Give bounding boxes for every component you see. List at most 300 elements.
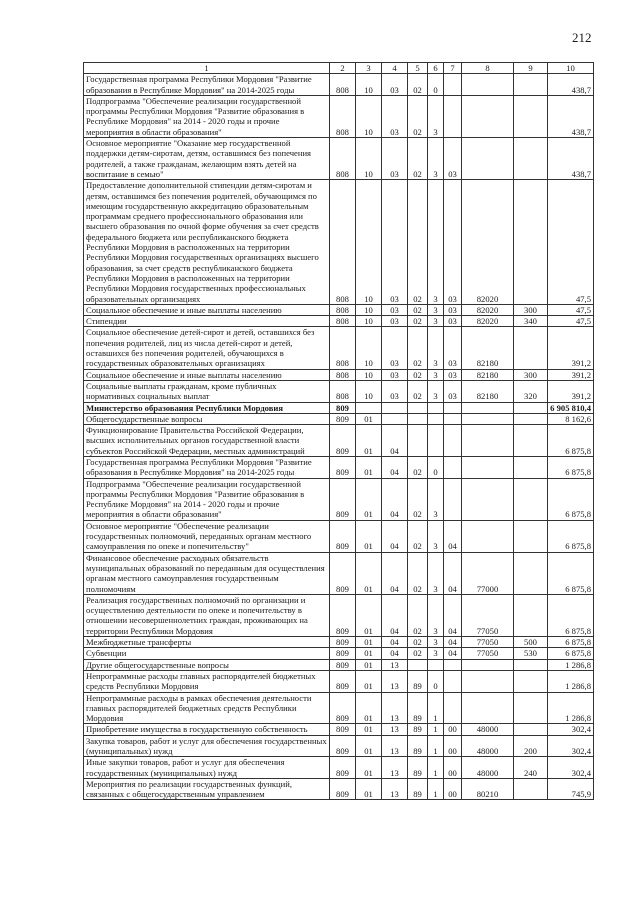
row-cell-c2: 809 — [330, 552, 356, 594]
row-cell-c9: 500 — [514, 637, 548, 648]
table-row — [84, 380, 594, 402]
table-row — [84, 456, 594, 478]
row-cell-c2: 809 — [330, 692, 356, 724]
row-cell-c8: 77050 — [462, 594, 514, 636]
row-cell-c9: 240 — [514, 757, 548, 779]
row-cell-c4: 03 — [382, 327, 408, 369]
row-cell-c7: 04 — [444, 552, 462, 594]
row-cell-c8: 82020 — [462, 304, 514, 315]
table-row — [84, 552, 594, 594]
row-cell-c3: 01 — [356, 456, 382, 478]
row-cell-c4: 04 — [382, 478, 408, 520]
row-cell-c8: 82180 — [462, 327, 514, 369]
row-cell-c8: 77000 — [462, 552, 514, 594]
row-cell-c2: 809 — [330, 425, 356, 457]
row-cell-c4: 13 — [382, 724, 408, 735]
row-cell-c2: 808 — [330, 380, 356, 402]
row-cell-c10: 391,2 — [548, 369, 594, 380]
row-cell-c10: 47,5 — [548, 304, 594, 315]
row-cell-c3: 10 — [356, 180, 382, 305]
header-cell: 3 — [356, 63, 382, 74]
row-cell-c3: 10 — [356, 74, 382, 96]
row-cell-c7: 03 — [444, 138, 462, 180]
row-cell-c3: 01 — [356, 425, 382, 457]
row-cell-c6: 0 — [428, 456, 444, 478]
row-cell-c7: 00 — [444, 724, 462, 735]
row-cell-c2: 809 — [330, 757, 356, 779]
row-cell-c8 — [462, 95, 514, 137]
row-cell-c3: 01 — [356, 648, 382, 659]
table-row — [84, 369, 594, 380]
row-cell-c4: 03 — [382, 95, 408, 137]
row-cell-c2: 808 — [330, 95, 356, 137]
table-row — [84, 594, 594, 636]
row-cell-c10: 6 875,8 — [548, 637, 594, 648]
row-cell-c9: 200 — [514, 735, 548, 757]
row-cell-c9 — [514, 402, 548, 413]
header-cell: 2 — [330, 63, 356, 74]
row-cell-c2: 808 — [330, 327, 356, 369]
row-cell-c3: 10 — [356, 316, 382, 327]
row-cell-c7: 04 — [444, 520, 462, 552]
row-cell-c4: 03 — [382, 180, 408, 305]
row-cell-c2: 808 — [330, 369, 356, 380]
row-name: Основное мероприятие "Оказание мер государственной поддержки детям-сиротам, детям, оставшимся без попечения родителей, а также гражданам, желающим взять детей на воспитание в семью" — [84, 138, 330, 180]
row-name: Приобретение имущества в государственную собственность — [84, 724, 330, 735]
row-cell-c9 — [514, 95, 548, 137]
row-name: Социальные выплаты гражданам, кроме публичных нормативных социальных выплат — [84, 380, 330, 402]
row-cell-c7: 03 — [444, 380, 462, 402]
row-cell-c6: 3 — [428, 327, 444, 369]
row-cell-c9 — [514, 138, 548, 180]
row-cell-c4: 13 — [382, 659, 408, 670]
row-cell-c7 — [444, 670, 462, 692]
row-cell-c3: 01 — [356, 724, 382, 735]
row-cell-c8 — [462, 74, 514, 96]
row-cell-c4: 04 — [382, 594, 408, 636]
row-cell-c9: 300 — [514, 369, 548, 380]
budget-table — [83, 62, 594, 800]
row-name: Министерство образования Республики Мордовия — [84, 402, 330, 413]
row-cell-c10: 745,9 — [548, 778, 594, 800]
row-cell-c2: 809 — [330, 659, 356, 670]
row-cell-c5 — [408, 659, 428, 670]
row-cell-c5: 02 — [408, 327, 428, 369]
row-cell-c9 — [514, 659, 548, 670]
row-cell-c10: 6 875,8 — [548, 425, 594, 457]
row-cell-c6: 3 — [428, 648, 444, 659]
row-cell-c3: 01 — [356, 757, 382, 779]
table-row — [84, 757, 594, 779]
row-cell-c6: 3 — [428, 478, 444, 520]
row-cell-c3: 01 — [356, 594, 382, 636]
row-cell-c4: 03 — [382, 380, 408, 402]
row-cell-c10: 1 286,8 — [548, 670, 594, 692]
row-cell-c7: 03 — [444, 304, 462, 315]
row-cell-c9 — [514, 478, 548, 520]
row-cell-c6: 3 — [428, 369, 444, 380]
row-cell-c9 — [514, 670, 548, 692]
row-cell-c2: 809 — [330, 724, 356, 735]
row-cell-c9 — [514, 692, 548, 724]
row-cell-c4 — [382, 413, 408, 424]
row-cell-c4: 04 — [382, 425, 408, 457]
row-name: Стипендии — [84, 316, 330, 327]
row-cell-c2: 809 — [330, 778, 356, 800]
row-cell-c7 — [444, 402, 462, 413]
table-row — [84, 95, 594, 137]
row-name: Финансовое обеспечение расходных обязательств муниципальных образований по переданным для осуществления органам местного самоуправления государственным полномочиям — [84, 552, 330, 594]
row-cell-c9: 320 — [514, 380, 548, 402]
row-cell-c6: 1 — [428, 724, 444, 735]
header-cell: 10 — [548, 63, 594, 74]
row-cell-c4: 04 — [382, 648, 408, 659]
row-cell-c8 — [462, 478, 514, 520]
row-cell-c6: 0 — [428, 670, 444, 692]
row-cell-c3: 10 — [356, 138, 382, 180]
row-cell-c4: 04 — [382, 552, 408, 594]
row-cell-c9 — [514, 180, 548, 305]
row-cell-c6 — [428, 413, 444, 424]
row-cell-c10: 302,4 — [548, 724, 594, 735]
row-cell-c4: 04 — [382, 520, 408, 552]
row-name: Мероприятия по реализации государственных функций, связанных с общегосударственным управлением — [84, 778, 330, 800]
row-cell-c6 — [428, 425, 444, 457]
row-name: Непрограммные расходы в рамках обеспечения деятельности главных распорядителей бюджетных средств Республики Мордовия — [84, 692, 330, 724]
row-cell-c6: 3 — [428, 552, 444, 594]
row-cell-c4: 03 — [382, 74, 408, 96]
row-name: Социальное обеспечение и иные выплаты населению — [84, 304, 330, 315]
row-cell-c5: 02 — [408, 478, 428, 520]
row-cell-c8 — [462, 425, 514, 457]
row-cell-c8 — [462, 456, 514, 478]
row-cell-c8: 82180 — [462, 380, 514, 402]
row-cell-c4: 03 — [382, 369, 408, 380]
row-name: Социальное обеспечение и иные выплаты населению — [84, 369, 330, 380]
table-row — [84, 413, 594, 424]
row-cell-c6: 1 — [428, 735, 444, 757]
row-cell-c9: 530 — [514, 648, 548, 659]
row-cell-c5 — [408, 425, 428, 457]
row-cell-c6: 3 — [428, 95, 444, 137]
row-cell-c6: 3 — [428, 594, 444, 636]
row-cell-c7 — [444, 413, 462, 424]
row-cell-c7: 00 — [444, 778, 462, 800]
row-cell-c6: 3 — [428, 637, 444, 648]
row-cell-c6: 1 — [428, 757, 444, 779]
row-cell-c8 — [462, 413, 514, 424]
row-cell-c10: 47,5 — [548, 316, 594, 327]
row-cell-c5: 02 — [408, 594, 428, 636]
row-cell-c5: 02 — [408, 520, 428, 552]
row-cell-c7 — [444, 74, 462, 96]
row-cell-c3: 10 — [356, 327, 382, 369]
row-cell-c5: 02 — [408, 95, 428, 137]
row-cell-c9 — [514, 327, 548, 369]
table-row — [84, 520, 594, 552]
row-cell-c6: 1 — [428, 778, 444, 800]
row-cell-c5: 02 — [408, 456, 428, 478]
row-cell-c3: 01 — [356, 413, 382, 424]
table-row — [84, 304, 594, 315]
row-cell-c7 — [444, 95, 462, 137]
row-cell-c8: 77050 — [462, 648, 514, 659]
row-cell-c3: 01 — [356, 637, 382, 648]
row-cell-c2: 809 — [330, 637, 356, 648]
table-row — [84, 316, 594, 327]
row-cell-c2: 809 — [330, 478, 356, 520]
row-cell-c5: 89 — [408, 724, 428, 735]
row-cell-c8: 82020 — [462, 180, 514, 305]
row-name: Предоставление дополнительной стипендии детям-сиротам и детям, оставшимся без попечения родителей, обучающимся по имеющим государственную аккредитацию образовательным программам среднего профессионального образования или высшего образования по очной форме обучения за счет средств федерального бюджета или республиканского бюджета Республики Мордовия в расположенных на территории Республики Мордовия государственных организациях высшего образования, за счет средств республиканского бюджета Республики Мордовия в расположенных на территории Республики Мордовия государственных профессиональных образовательных организациях — [84, 180, 330, 305]
row-name: Социальное обеспечение детей-сирот и детей, оставшихся без попечения родителей, лиц из числа детей-сирот и детей, оставшихся без попечения родителей, обучающихся в государственных образовательных организациях — [84, 327, 330, 369]
row-cell-c8: 82180 — [462, 369, 514, 380]
row-cell-c2: 809 — [330, 402, 356, 413]
row-cell-c3: 01 — [356, 520, 382, 552]
row-cell-c4: 13 — [382, 735, 408, 757]
row-cell-c5: 02 — [408, 74, 428, 96]
row-cell-c2: 809 — [330, 670, 356, 692]
row-cell-c5: 02 — [408, 637, 428, 648]
row-cell-c8 — [462, 670, 514, 692]
row-cell-c5: 02 — [408, 380, 428, 402]
row-name: Иные закупки товаров, работ и услуг для обеспечения государственных (муниципальных) нужд — [84, 757, 330, 779]
header-cell: 6 — [428, 63, 444, 74]
row-cell-c7 — [444, 659, 462, 670]
row-cell-c4: 13 — [382, 692, 408, 724]
row-cell-c2: 809 — [330, 456, 356, 478]
row-cell-c10: 8 162,6 — [548, 413, 594, 424]
row-cell-c8: 48000 — [462, 724, 514, 735]
row-cell-c9 — [514, 520, 548, 552]
row-cell-c3: 01 — [356, 670, 382, 692]
row-cell-c4: 03 — [382, 304, 408, 315]
row-cell-c7 — [444, 425, 462, 457]
row-cell-c9 — [514, 594, 548, 636]
table-row — [84, 778, 594, 800]
row-cell-c5: 02 — [408, 304, 428, 315]
row-cell-c8: 80210 — [462, 778, 514, 800]
row-cell-c2: 809 — [330, 735, 356, 757]
row-cell-c8 — [462, 692, 514, 724]
table-row — [84, 637, 594, 648]
row-cell-c7: 03 — [444, 327, 462, 369]
header-cell: 7 — [444, 63, 462, 74]
row-cell-c7 — [444, 692, 462, 724]
row-cell-c4: 03 — [382, 316, 408, 327]
row-cell-c9: 300 — [514, 304, 548, 315]
row-cell-c10: 438,7 — [548, 138, 594, 180]
row-cell-c2: 809 — [330, 413, 356, 424]
row-cell-c10: 391,2 — [548, 380, 594, 402]
row-cell-c6: 3 — [428, 316, 444, 327]
row-cell-c2: 808 — [330, 74, 356, 96]
row-cell-c6: 3 — [428, 304, 444, 315]
row-name: Основное мероприятие "Обеспечение реализации государственных полномочий, переданных органам местного самоуправления по опеке и попечительству" — [84, 520, 330, 552]
row-cell-c2: 808 — [330, 180, 356, 305]
row-cell-c3: 10 — [356, 95, 382, 137]
row-cell-c5: 02 — [408, 648, 428, 659]
row-cell-c2: 808 — [330, 304, 356, 315]
header-cell: 8 — [462, 63, 514, 74]
row-cell-c6: 3 — [428, 520, 444, 552]
row-name: Непрограммные расходы главных распорядителей бюджетных средств Республики Мордовия — [84, 670, 330, 692]
row-cell-c8 — [462, 402, 514, 413]
row-cell-c10: 302,4 — [548, 735, 594, 757]
row-cell-c4 — [382, 402, 408, 413]
row-cell-c5: 02 — [408, 316, 428, 327]
row-cell-c4: 13 — [382, 757, 408, 779]
row-cell-c5: 89 — [408, 757, 428, 779]
row-cell-c5: 02 — [408, 138, 428, 180]
row-cell-c3: 10 — [356, 304, 382, 315]
row-cell-c10: 6 875,8 — [548, 594, 594, 636]
row-cell-c4: 03 — [382, 138, 408, 180]
row-cell-c6: 0 — [428, 74, 444, 96]
row-name: Общегосударственные вопросы — [84, 413, 330, 424]
row-cell-c10: 6 875,8 — [548, 456, 594, 478]
row-cell-c3: 10 — [356, 380, 382, 402]
row-cell-c3: 01 — [356, 735, 382, 757]
header-cell: 9 — [514, 63, 548, 74]
row-cell-c8 — [462, 520, 514, 552]
row-cell-c2: 808 — [330, 138, 356, 180]
row-cell-c5 — [408, 413, 428, 424]
row-cell-c5: 89 — [408, 670, 428, 692]
header-cell: 1 — [84, 63, 330, 74]
row-cell-c7: 03 — [444, 369, 462, 380]
row-cell-c7: 03 — [444, 180, 462, 305]
row-cell-c5: 89 — [408, 778, 428, 800]
table-row — [84, 138, 594, 180]
row-cell-c9 — [514, 456, 548, 478]
table-row — [84, 402, 594, 413]
row-name: Государственная программа Республики Мордовия "Развитие образования в Республике Мордовия" на 2014-2025 годы — [84, 74, 330, 96]
table-body — [84, 74, 594, 800]
row-cell-c7 — [444, 478, 462, 520]
row-cell-c9 — [514, 552, 548, 594]
row-cell-c9 — [514, 724, 548, 735]
row-cell-c10: 6 875,8 — [548, 648, 594, 659]
table-row — [84, 648, 594, 659]
row-name: Другие общегосударственные вопросы — [84, 659, 330, 670]
row-cell-c8: 77050 — [462, 637, 514, 648]
row-cell-c6 — [428, 402, 444, 413]
row-cell-c8: 82020 — [462, 316, 514, 327]
table-row — [84, 659, 594, 670]
row-cell-c3: 01 — [356, 778, 382, 800]
row-cell-c9 — [514, 74, 548, 96]
header-cell: 4 — [382, 63, 408, 74]
header-row — [84, 63, 594, 74]
row-cell-c9 — [514, 413, 548, 424]
table-row — [84, 478, 594, 520]
row-cell-c2: 809 — [330, 594, 356, 636]
header-cell: 5 — [408, 63, 428, 74]
row-cell-c4: 04 — [382, 456, 408, 478]
row-cell-c7: 03 — [444, 316, 462, 327]
table-row — [84, 327, 594, 369]
row-cell-c9: 340 — [514, 316, 548, 327]
row-cell-c5: 89 — [408, 692, 428, 724]
row-cell-c6 — [428, 659, 444, 670]
row-cell-c7: 04 — [444, 648, 462, 659]
row-cell-c3: 01 — [356, 478, 382, 520]
row-cell-c6: 3 — [428, 380, 444, 402]
row-cell-c5: 02 — [408, 552, 428, 594]
row-cell-c4: 13 — [382, 778, 408, 800]
row-cell-c8 — [462, 659, 514, 670]
row-cell-c6: 3 — [428, 180, 444, 305]
table-row — [84, 670, 594, 692]
row-cell-c10: 6 905 810,4 — [548, 402, 594, 413]
table-row — [84, 692, 594, 724]
row-cell-c10: 1 286,8 — [548, 692, 594, 724]
row-cell-c10: 391,2 — [548, 327, 594, 369]
row-cell-c8 — [462, 138, 514, 180]
row-cell-c3 — [356, 402, 382, 413]
row-cell-c3: 10 — [356, 369, 382, 380]
table-row — [84, 724, 594, 735]
row-name: Функционирование Правительства Российской Федерации, высших исполнительных органов государственной власти субъектов Российской Федерации, местных администраций — [84, 425, 330, 457]
row-cell-c10: 6 875,8 — [548, 520, 594, 552]
row-cell-c4: 04 — [382, 637, 408, 648]
row-cell-c8: 48000 — [462, 735, 514, 757]
row-cell-c10: 1 286,8 — [548, 659, 594, 670]
row-cell-c7 — [444, 456, 462, 478]
table-row — [84, 735, 594, 757]
row-cell-c6: 1 — [428, 692, 444, 724]
row-cell-c5: 02 — [408, 180, 428, 305]
row-cell-c4: 13 — [382, 670, 408, 692]
row-cell-c10: 438,7 — [548, 74, 594, 96]
row-cell-c5 — [408, 402, 428, 413]
row-cell-c10: 47,5 — [548, 180, 594, 305]
row-cell-c2: 809 — [330, 648, 356, 659]
row-name: Реализация государственных полномочий по организации и осуществлению деятельности по опеке и попечительству в отношении несовершеннолетних граждан, проживающих на территории Республики Мордовия — [84, 594, 330, 636]
row-cell-c7: 04 — [444, 594, 462, 636]
row-cell-c6: 3 — [428, 138, 444, 180]
row-name: Подпрограмма "Обеспечение реализации государственной программы Республики Мордовия "Развитие образования в Республике Мордовия" на 2014 - 2020 годы и прочие мероприятия в области образования" — [84, 478, 330, 520]
page-number: 212 — [572, 30, 592, 45]
row-cell-c7: 00 — [444, 757, 462, 779]
row-cell-c10: 302,4 — [548, 757, 594, 779]
row-cell-c10: 6 875,8 — [548, 478, 594, 520]
row-name: Субвенции — [84, 648, 330, 659]
row-cell-c5: 02 — [408, 369, 428, 380]
row-cell-c3: 01 — [356, 552, 382, 594]
row-name: Государственная программа Республики Мордовия "Развитие образования в Республике Мордовия" на 2014-2025 годы — [84, 456, 330, 478]
row-cell-c10: 6 875,8 — [548, 552, 594, 594]
table-row — [84, 74, 594, 96]
row-cell-c3: 01 — [356, 659, 382, 670]
row-name: Подпрограмма "Обеспечение реализации государственной программы Республики Мордовия "Развитие образования в Республике Мордовия" на 2014 - 2020 годы и прочие мероприятия в области образования" — [84, 95, 330, 137]
table-row — [84, 425, 594, 457]
row-cell-c2: 809 — [330, 520, 356, 552]
table-row — [84, 180, 594, 305]
row-cell-c2: 808 — [330, 316, 356, 327]
row-cell-c5: 89 — [408, 735, 428, 757]
row-name: Межбюджетные трансферты — [84, 637, 330, 648]
row-name: Закупка товаров, работ и услуг для обеспечения государственных (муниципальных) нужд — [84, 735, 330, 757]
row-cell-c3: 01 — [356, 692, 382, 724]
row-cell-c9 — [514, 778, 548, 800]
row-cell-c7: 00 — [444, 735, 462, 757]
row-cell-c7: 04 — [444, 637, 462, 648]
row-cell-c9 — [514, 425, 548, 457]
row-cell-c10: 438,7 — [548, 95, 594, 137]
row-cell-c8: 48000 — [462, 757, 514, 779]
